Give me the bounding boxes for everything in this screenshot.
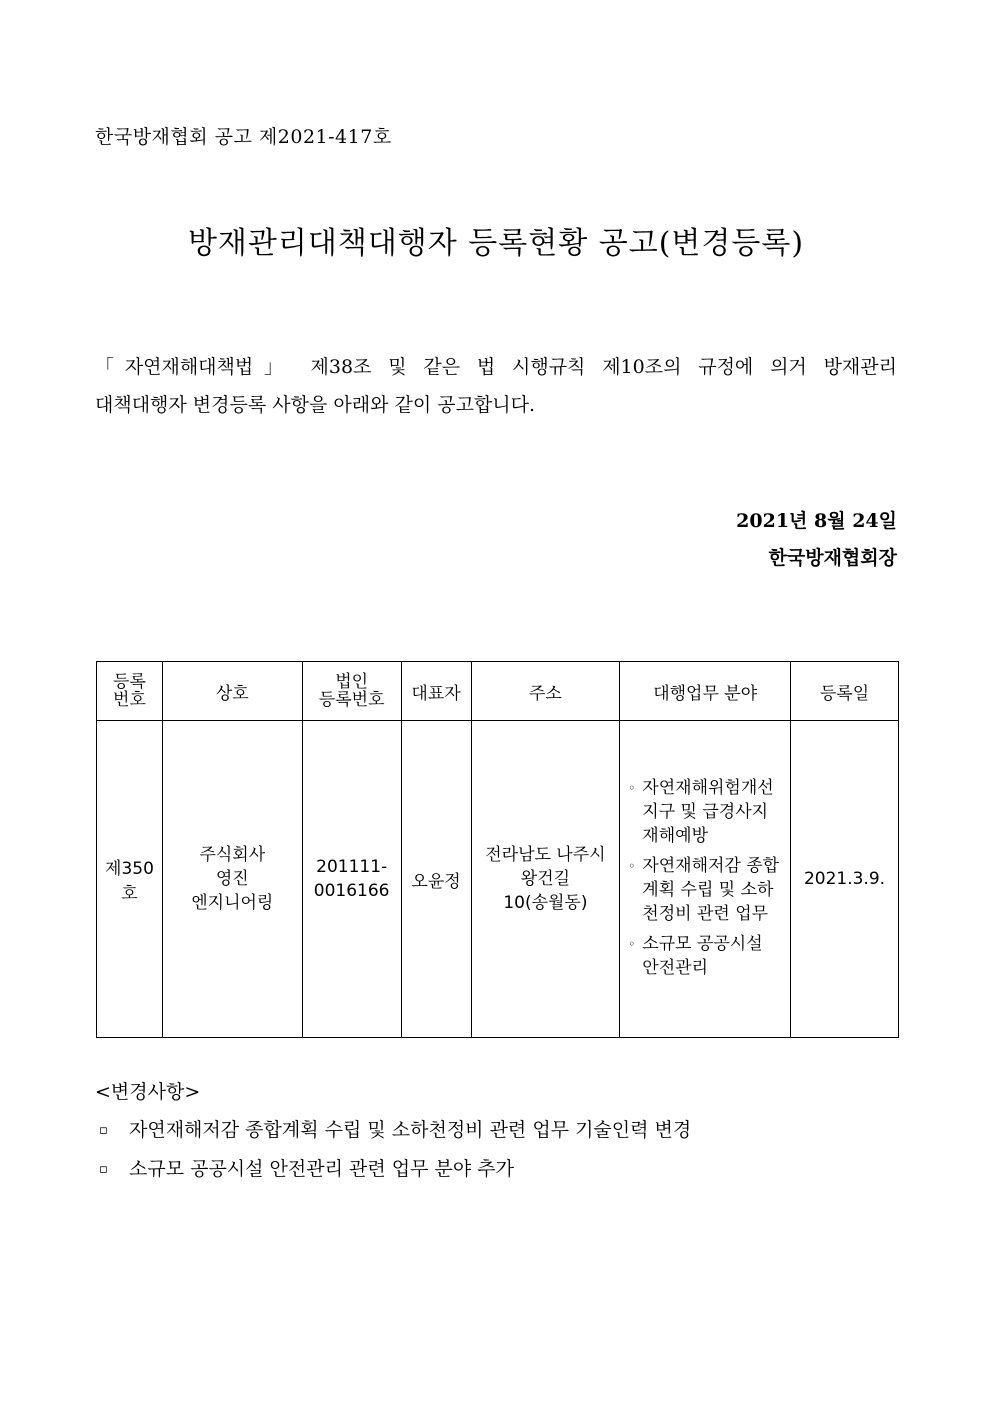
header-corp-no-line-1: 법인 <box>335 672 369 692</box>
signature-block <box>736 503 897 577</box>
table-row <box>97 721 899 1038</box>
list-item <box>628 854 784 926</box>
header-company: 상호 <box>162 662 302 721</box>
company-line-1: 주식회사 <box>199 845 266 865</box>
intro-paragraph <box>95 348 897 424</box>
header-reg-no <box>97 662 163 721</box>
square-bullet-icon: ▫ <box>99 1123 108 1138</box>
list-item <box>95 1150 691 1189</box>
registration-table <box>96 661 899 1038</box>
header-reg-no-line-2: 번호 <box>113 690 146 710</box>
cell-address <box>471 721 620 1038</box>
cell-company <box>162 721 302 1038</box>
header-reg-no-line-1: 등록 <box>113 672 146 692</box>
field-text: 소규모 공공시설 안전관리 <box>642 934 763 978</box>
list-item <box>628 932 784 980</box>
issuer-name: 한국방재협회장 <box>768 547 897 569</box>
cell-ceo: 오윤정 <box>401 721 471 1038</box>
fields-list <box>622 776 788 980</box>
cell-corp-no <box>302 721 401 1038</box>
intro-line-1: 「자연재해대책법」 제38조 및 같은 법 시행규칙 제10조의 규정에 의거 방재관리 <box>95 356 897 378</box>
change-text: 자연재해저감 종합계획 수립 및 소하천정비 관련 업무 기술인력 변경 <box>129 1119 692 1141</box>
circle-bullet-icon: ◦ <box>628 859 636 873</box>
address-line-3: 10(송월동) <box>503 893 588 913</box>
header-reg-date: 등록일 <box>791 662 899 721</box>
corp-no-line-2: 0016166 <box>313 881 390 901</box>
cell-reg-no: 제350호 <box>97 721 163 1038</box>
notice-date: 2021년 8월 24일 <box>736 510 897 532</box>
header-fields: 대행업무 분야 <box>620 662 791 721</box>
changes-section <box>95 1073 691 1189</box>
address-line-2: 왕건길 <box>520 869 571 889</box>
cell-fields <box>620 721 791 1038</box>
list-item <box>628 776 784 848</box>
company-line-3: 엔지니어링 <box>191 893 274 913</box>
intro-line-2: 대책대행자 변경등록 사항을 아래와 같이 공고합니다. <box>95 394 536 416</box>
header-address: 주소 <box>471 662 620 721</box>
header-ceo: 대표자 <box>401 662 471 721</box>
corp-no-line-1: 201111- <box>316 857 388 877</box>
cell-reg-date: 2021.3.9. <box>791 721 899 1038</box>
changes-heading: <변경사항> <box>95 1081 201 1103</box>
circle-bullet-icon: ◦ <box>628 781 636 795</box>
company-line-2: 영진 <box>215 869 249 889</box>
field-text: 자연재해위험개선지구 및 급경사지 재해예방 <box>642 778 774 846</box>
document-title: 방재관리대책대행자 등록현황 공고(변경등록) <box>187 226 805 261</box>
table-header-row <box>97 662 899 721</box>
field-text: 자연재해저감 종합계획 수립 및 소하천정비 관련 업무 <box>642 856 780 924</box>
change-text: 소규모 공공시설 안전관리 관련 업무 분야 추가 <box>129 1158 514 1180</box>
header-corp-no <box>302 662 401 721</box>
document-number: 한국방재협회 공고 제2021-417호 <box>95 126 392 148</box>
header-corp-no-line-2: 등록번호 <box>318 690 385 710</box>
square-bullet-icon: ▫ <box>99 1162 108 1177</box>
list-item <box>95 1111 691 1150</box>
address-line-1: 전라남도 나주시 <box>485 845 606 865</box>
circle-bullet-icon: ◦ <box>628 937 636 951</box>
